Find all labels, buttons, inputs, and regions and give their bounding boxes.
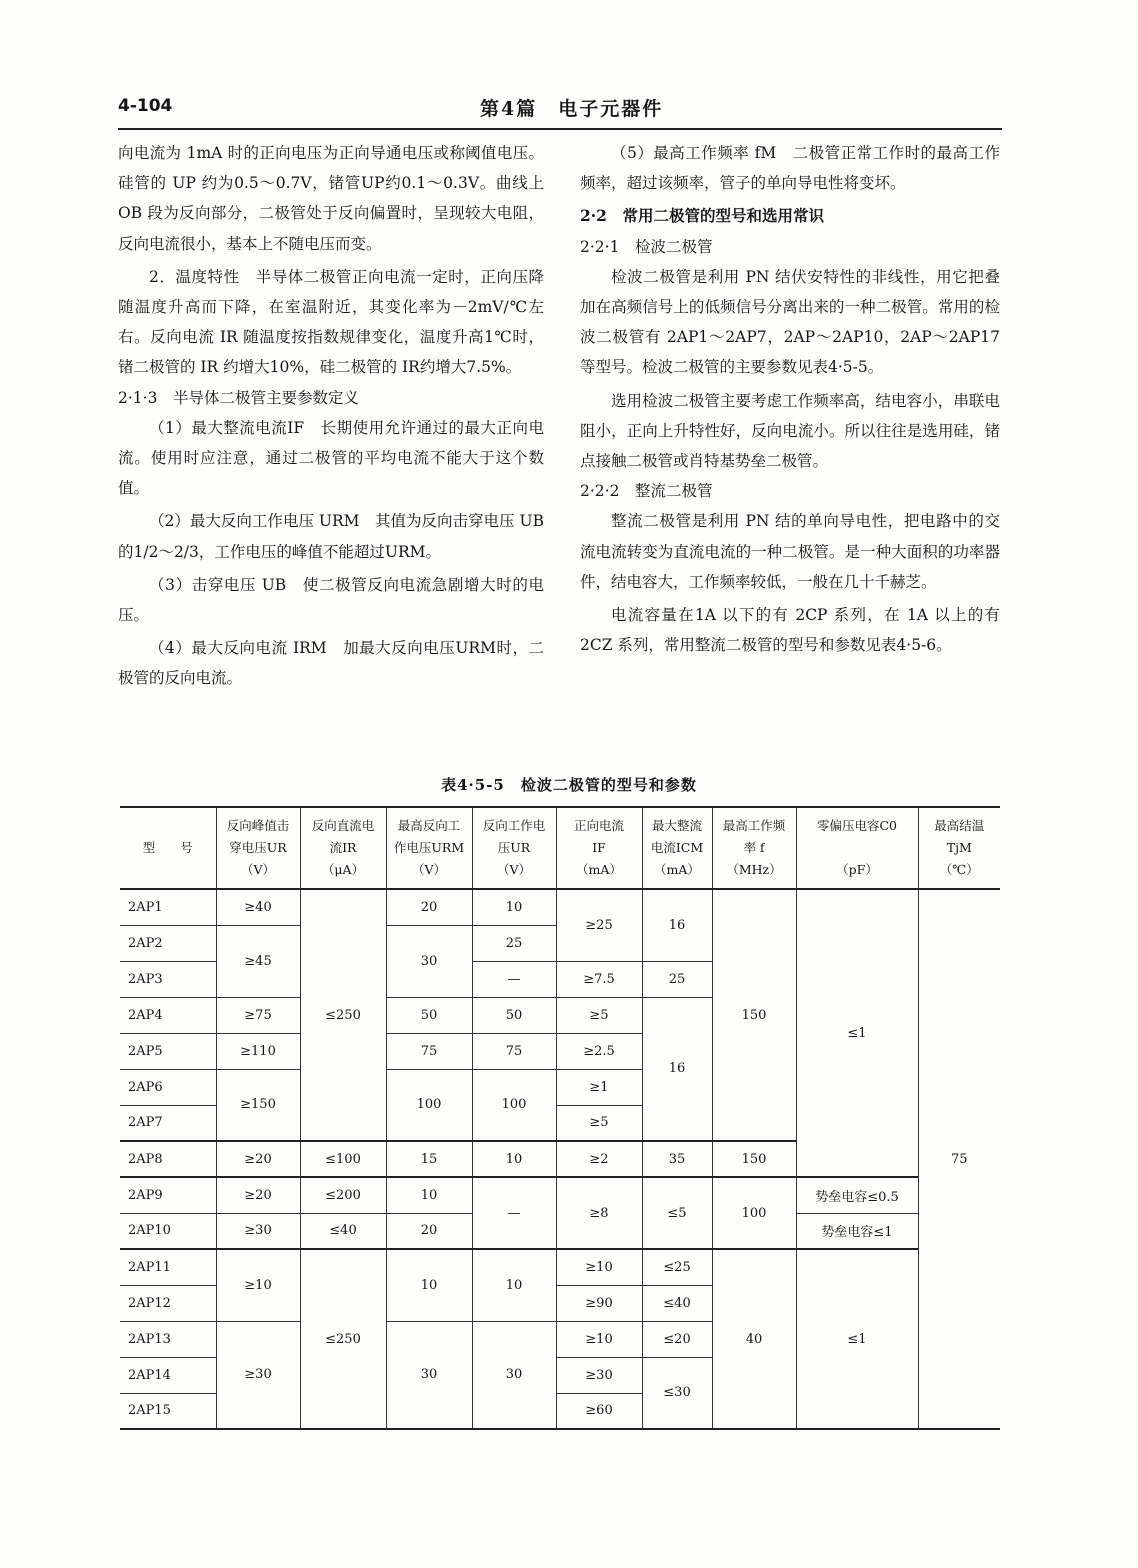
model-cell: 2AP6 [120, 1069, 216, 1105]
cell: ≤100 [300, 1141, 386, 1177]
paragraph: 2．温度特性 半导体二极管正向电流一定时，正向压降随温度升高而下降，在室温附近，其变化率为－2mV/℃左右。反向电流 IR 随温度按指数规律变化，温度升高1℃时，锗二极管的 IR 约增大10%，硅二极管的 IR约增大7.5%。 [118, 267, 544, 377]
cell: ≥20 [216, 1177, 300, 1213]
model-cell: 2AP5 [120, 1033, 216, 1069]
table-caption: 表4·5-5 检波二极管的型号和参数 [441, 776, 697, 794]
cell: ≥8 [556, 1177, 642, 1249]
cell: 10 [472, 889, 556, 925]
cell: ≤1 [796, 1249, 918, 1429]
cell: ≥1 [556, 1069, 642, 1105]
model-cell: 2AP9 [120, 1177, 216, 1213]
col-model: 型 号 [120, 807, 216, 889]
cell: 150 [712, 889, 796, 1141]
cell: ≤200 [300, 1177, 386, 1213]
cell: 30 [386, 1321, 472, 1429]
model-cell: 2AP12 [120, 1285, 216, 1321]
cell: ≥60 [556, 1393, 642, 1429]
section-heading: 2·2 常用二极管的型号和选用常识 [580, 206, 824, 226]
cell: 50 [386, 997, 472, 1033]
cell: 75 [918, 889, 1000, 1429]
col-icm: 最大整流 电流ICM （mA） [642, 807, 712, 889]
cell: ≥10 [556, 1321, 642, 1357]
subsection-heading: 2·2·1 检波二极管 [580, 237, 713, 256]
cell: 16 [642, 997, 712, 1141]
paragraph: 整流二极管是利用 PN 结的单向导电性，把电路中的交流电流转变为直流电流的一种二极管。是一种大面积的功率器件，结电容大，工作频率较低，一般在几十千赫芝。 [580, 512, 1000, 591]
chapter-title: 第4篇 电子元器件 [480, 98, 664, 120]
model-cell: 2AP11 [120, 1249, 216, 1285]
paragraph: 选用检波二极管主要考虑工作频率高，结电容小，串联电阻小，正向上升特性好，反向电流小。所以往往是选用硅，锗点接触二极管或肖特基势垒二极管。 [580, 391, 1000, 471]
col-tjm: 最高结温 TjM （℃） [918, 807, 1000, 889]
cell: ≤20 [642, 1321, 712, 1357]
cell: 50 [472, 997, 556, 1033]
cell: 10 [386, 1177, 472, 1213]
cell: 15 [386, 1141, 472, 1177]
cell: ≥10 [216, 1249, 300, 1321]
cell: 势垒电容≤1 [796, 1213, 918, 1249]
model-cell: 2AP14 [120, 1357, 216, 1393]
cell: ≥90 [556, 1285, 642, 1321]
cell: ≥30 [216, 1321, 300, 1429]
table-row [120, 1177, 1000, 1213]
paragraph: （1）最大整流电流IF 长期使用允许通过的最大正向电流。使用时应注意，通过二极管的平均电流不能大于这个数值。 [118, 418, 544, 498]
paragraph: 向电流为 1mA 时的正向电压为正向导通电压或称阈值电压。硅管的 UP 约为0.5～0.7V，锗管UP约0.1～0.3V。曲线上 OB 段为反向部分，二极管处于反向偏置时，呈现较大电阻，反向电流很小，基本上不随电压而变。 [118, 144, 544, 253]
section-heading: 2·1·3 半导体二极管主要参数定义 [118, 388, 359, 407]
cell: ≥110 [216, 1033, 300, 1069]
paragraph: 检波二极管是利用 PN 结伏安特性的非线性，用它把叠加在高频信号上的低频信号分离出来的一种二极管。常用的检波二极管有 2AP1～2AP7，2AP～2AP10，2AP～2AP17等型号。检波二极管的主要参数见表4·5-5。 [580, 267, 1000, 377]
cell: 势垒电容≤0.5 [796, 1177, 918, 1213]
cell: ≥30 [556, 1357, 642, 1393]
cell: 10 [472, 1141, 556, 1177]
cell: 75 [472, 1033, 556, 1069]
table-header-row [120, 807, 1000, 889]
cell: ≤40 [642, 1285, 712, 1321]
table-row [120, 889, 1000, 925]
cell: ≥2.5 [556, 1033, 642, 1069]
paragraph: （5）最高工作频率 fM 二极管正常工作时的最高工作频率，超过该频率，管子的单向导电性将变坏。 [580, 144, 1000, 193]
cell: ≤1 [796, 889, 918, 1177]
model-cell: 2AP1 [120, 889, 216, 925]
cell: ≤5 [642, 1177, 712, 1249]
cell: ≥25 [556, 889, 642, 961]
model-cell: 2AP8 [120, 1141, 216, 1177]
cell: ≥10 [556, 1249, 642, 1285]
paragraph: （2）最大反向工作电压 URM 其值为反向击穿电压 UB 的1/2～2/3，工作电压的峰值不能超过URM。 [118, 512, 544, 561]
cell: 40 [712, 1249, 796, 1429]
table-row [120, 1249, 1000, 1285]
cell: 10 [472, 1249, 556, 1321]
model-cell: 2AP4 [120, 997, 216, 1033]
cell: 30 [386, 925, 472, 997]
cell: 75 [386, 1033, 472, 1069]
cell: 100 [472, 1069, 556, 1141]
col-if: 正向电流 IF （mA） [556, 807, 642, 889]
cell: 100 [386, 1069, 472, 1141]
cell: 150 [712, 1141, 796, 1177]
page-header [118, 92, 1002, 130]
cell: ≥40 [216, 889, 300, 925]
right-column [580, 138, 1000, 660]
cell: 20 [386, 1213, 472, 1249]
model-cell: 2AP3 [120, 961, 216, 997]
cell: 35 [642, 1141, 712, 1177]
paragraph: （4）最大反向电流 IRM 加最大反向电压URM时，二极管的反向电流。 [118, 639, 544, 688]
cell: — [472, 961, 556, 997]
cell: ≥2 [556, 1141, 642, 1177]
cell: — [472, 1177, 556, 1249]
cell: 30 [472, 1321, 556, 1429]
col-ir: 反向直流电 流IR （μA） [300, 807, 386, 889]
cell: ≥5 [556, 1105, 642, 1141]
diode-parameter-table [120, 806, 1000, 1430]
col-urm: 最高反向工 作电压URM （V） [386, 807, 472, 889]
model-cell: 2AP13 [120, 1321, 216, 1357]
col-ur: 反向峰值击 穿电压UR （V） [216, 807, 300, 889]
cell: ≤250 [300, 889, 386, 1141]
cell: ≥45 [216, 925, 300, 997]
cell: 25 [472, 925, 556, 961]
left-column [118, 138, 544, 694]
cell: ≥7.5 [556, 961, 642, 997]
model-cell: 2AP7 [120, 1105, 216, 1141]
cell: 20 [386, 889, 472, 925]
col-ur-work: 反向工作电 压UR （V） [472, 807, 556, 889]
page-number: 4-104 [118, 96, 173, 116]
cell: ≤40 [300, 1213, 386, 1249]
col-c0: 零偏压电容C0 （pF） [796, 807, 918, 889]
cell: ≥5 [556, 997, 642, 1033]
paragraph: （3）击穿电压 UB 使二极管反向电流急剧增大时的电压。 [118, 575, 544, 625]
cell: 25 [642, 961, 712, 997]
cell: ≤25 [642, 1249, 712, 1285]
cell: 100 [712, 1177, 796, 1249]
col-freq: 最高工作频 率 f （MHz） [712, 807, 796, 889]
cell: ≥75 [216, 997, 300, 1033]
paragraph: 电流容量在1A 以下的有 2CP 系列，在 1A 以上的有2CZ 系列，常用整流二极管的型号和参数见表4·5-6。 [580, 606, 1000, 655]
model-cell: 2AP15 [120, 1393, 216, 1429]
cell: 10 [386, 1249, 472, 1321]
model-cell: 2AP2 [120, 925, 216, 961]
cell: 16 [642, 889, 712, 961]
cell: ≥30 [216, 1213, 300, 1249]
cell: ≤30 [642, 1357, 712, 1429]
cell: ≤250 [300, 1249, 386, 1429]
cell: ≥150 [216, 1069, 300, 1141]
cell: ≥20 [216, 1141, 300, 1177]
model-cell: 2AP10 [120, 1213, 216, 1249]
subsection-heading: 2·2·2 整流二极管 [580, 482, 713, 501]
